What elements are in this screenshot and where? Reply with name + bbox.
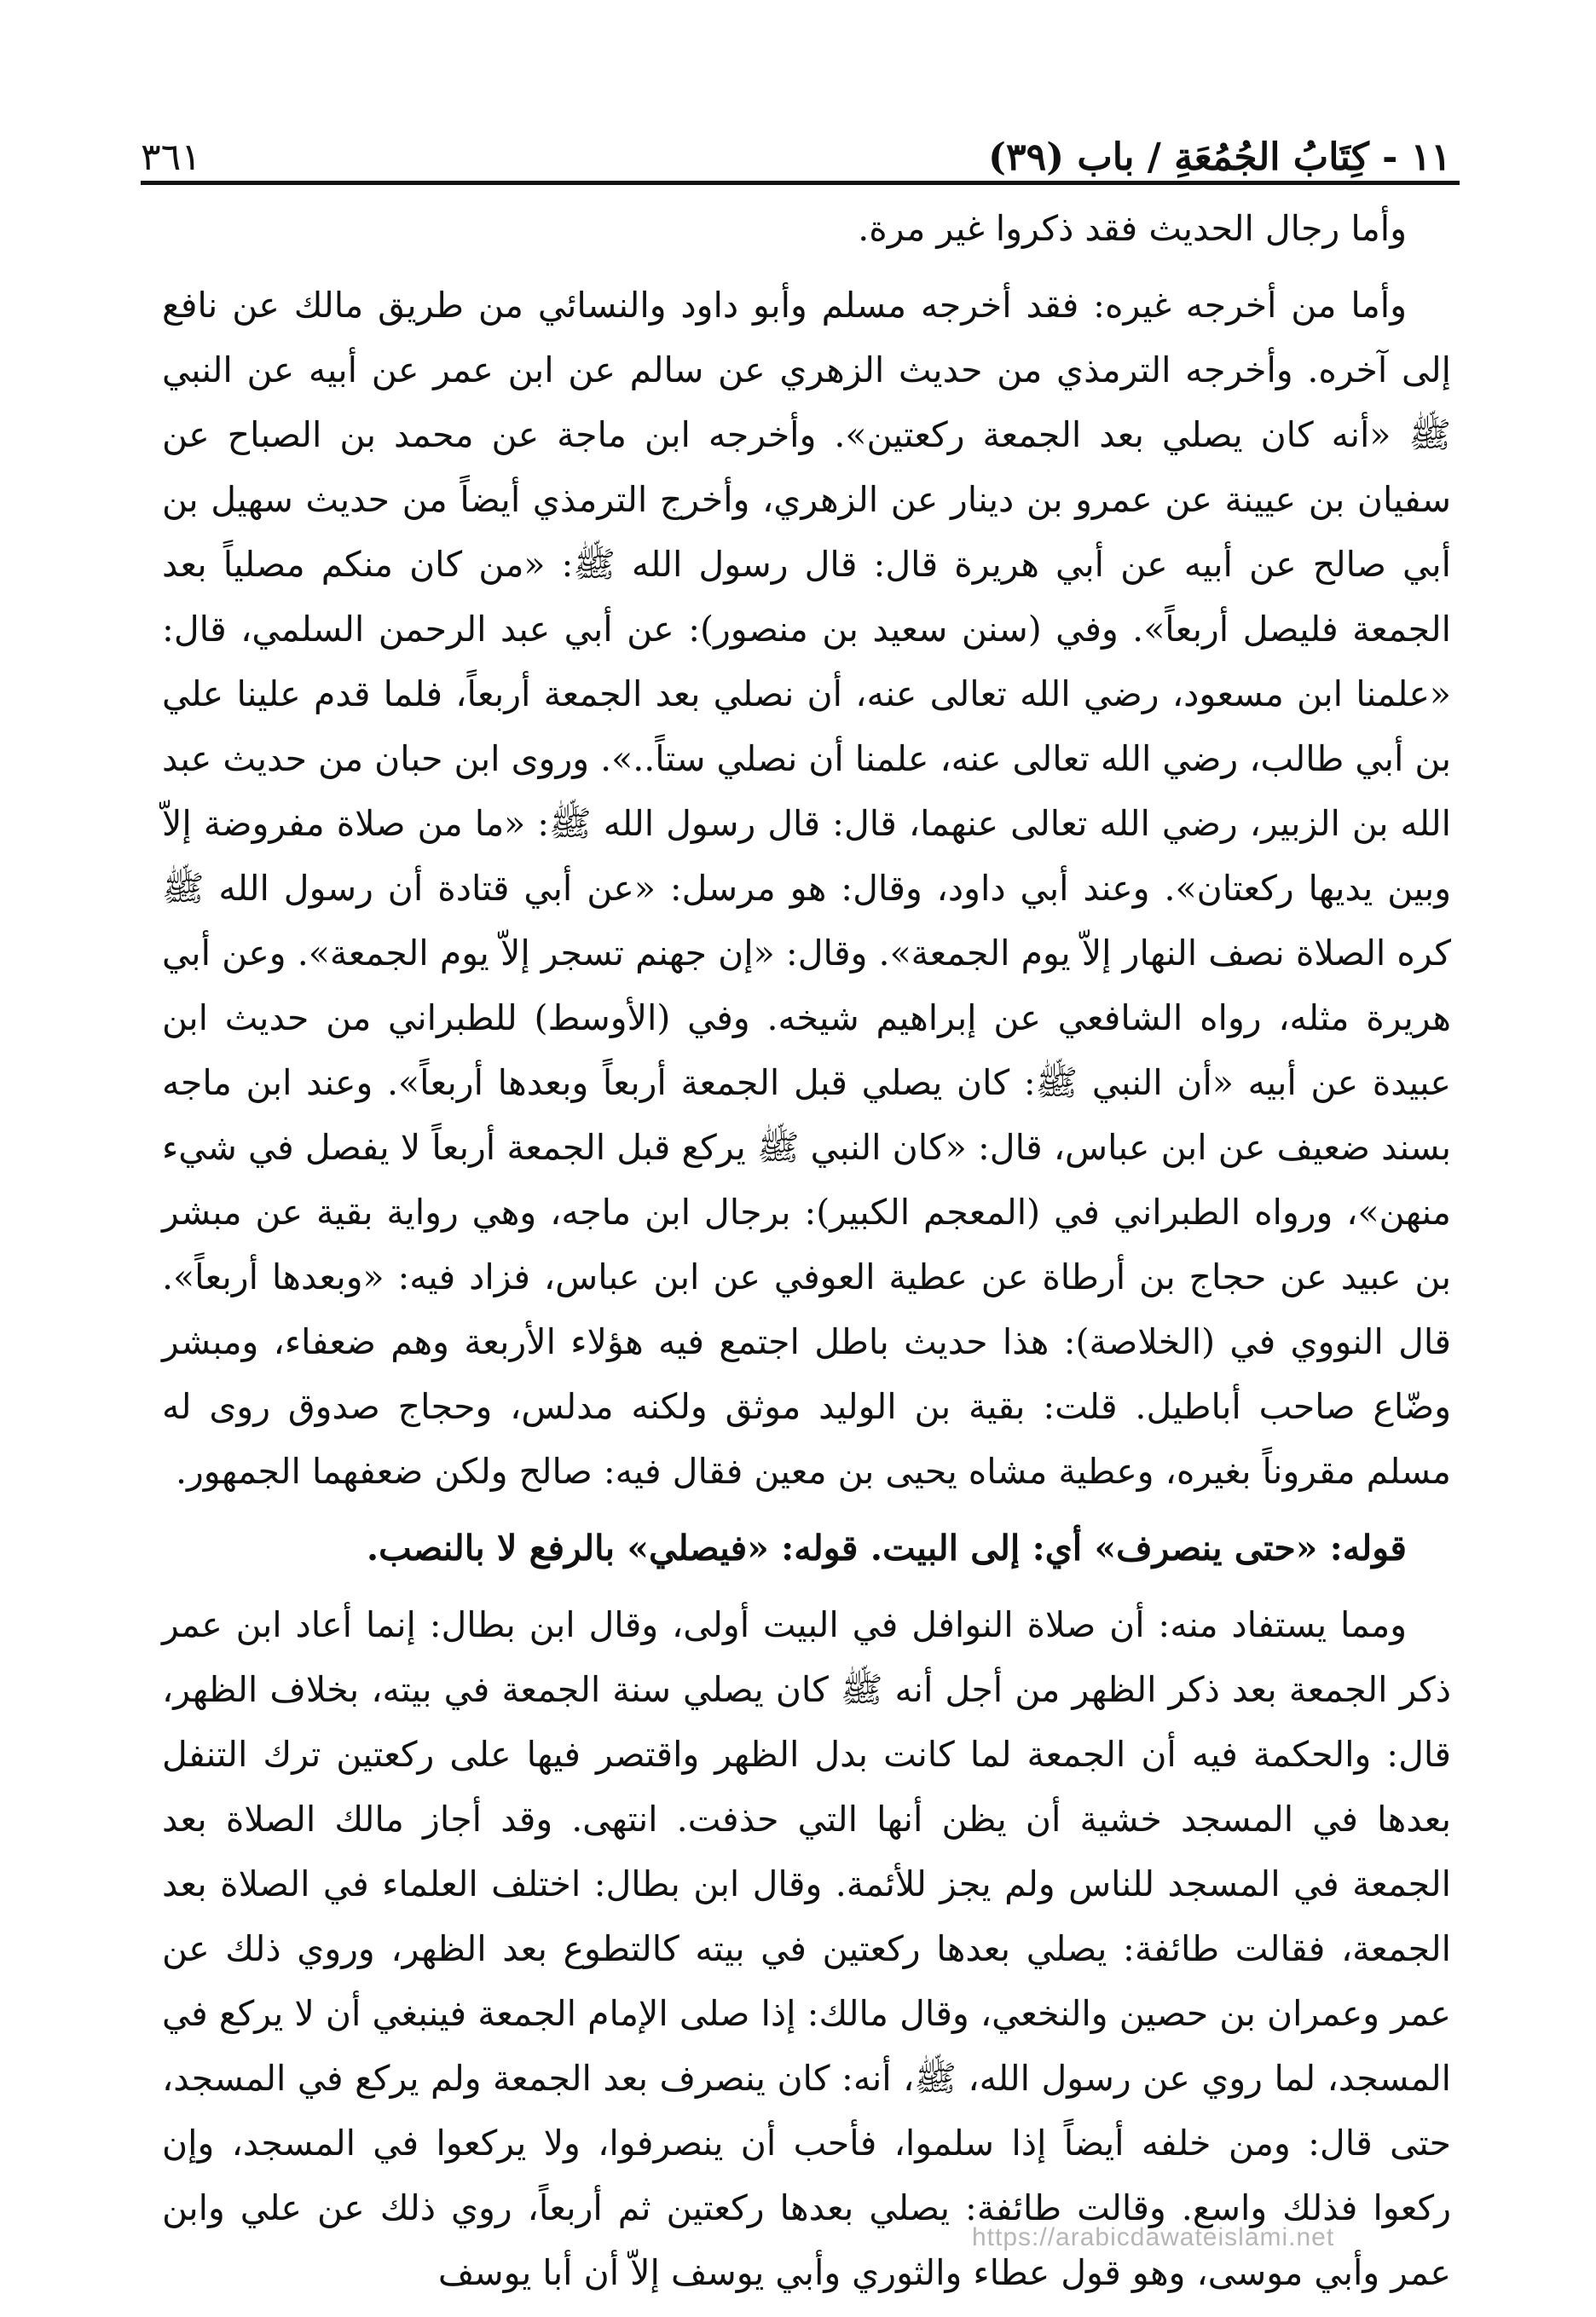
page-number: ٣٦١ [141,136,201,179]
paragraph-4: ومما يستفاد منه: أن صلاة النوافل في البيت أولى، وقال ابن بطال: إنما أعاد ابن عمر ذكر الجمعة بعد ذكر الظهر من أجل أنه ﷺ كان يصلي سنة الجمعة في بيته، بخلاف الظهر، قال: والحكمة فيه أن الجمعة لما كانت بدل الظهر واقتصر فيها على ركعتين ترك التنفل بعدها في المسجد خشية أن يظن أنها التي حذفت. انتهى. وقد أجاز مالك الصلاة بعد الجمعة في المسجد للناس ولم يجز للأئمة. وقال ابن بطال: اختلف العلماء في الصلاة بعد الجمعة، فقالت طائفة: يصلي بعدها ركعتين في بيته كالتطوع بعد الظهر، وروي ذلك عن عمر وعمران بن حصين والنخعي، وقال مالك: إذا صلى الإمام الجمعة فينبغي أن لا يركع في المسجد، لما روي عن رسول الله، ﷺ، أنه: كان ينصرف بعد الجمعة ولم يركع في المسجد، حتى قال: ومن خلفه أيضاً إذا سلموا، فأحب أن ينصرفوا، ولا يركعوا في المسجد، وإن ركعوا فذلك واسع. وقالت طائفة: يصلي بعدها ركعتين ثم أربعاً، روي ذلك عن علي وابن عمر وأبي موسى، وهو قول عطاء والثوري وأبي يوسف إلاّ أن أبا يوسف [162,1604,1451,2293]
running-title: ١١ - كِتَابُ الجُمُعَةِ / باب (٣٩) [988,136,1451,179]
paragraph-2: وأما من أخرجه غيره: فقد أخرجه مسلم وأبو داود والنسائي من طريق مالك عن نافع إلى آخره. وأخرجه الترمذي من حديث الزهري عن سالم عن ابن عمر عن أبيه عن النبي ﷺ «أنه كان يصلي بعد الجمعة ركعتين». وأخرجه ابن ماجة عن محمد بن الصباح عن سفيان بن عيينة عن عمرو بن دينار عن الزهري، وأخرج الترمذي أيضاً من حديث سهيل بن أبي صالح عن أبيه عن أبي هريرة قال: قال رسول الله ﷺ: «من كان منكم مصلياً بعد الجمعة فليصل أربعاً». وفي (سنن سعيد بن منصور): عن أبي عبد الرحمن السلمي، قال: «علمنا ابن مسعود، رضي الله تعالى عنه، أن نصلي بعد الجمعة أربعاً، فلما قدم علينا علي بن أبي طالب، رضي الله تعالى عنه، علمنا أن نصلي ستاً..». وروى ابن حبان من حديث عبد الله بن الزبير، رضي الله تعالى عنهما، قال: قال رسول الله ﷺ: «ما من صلاة مفروضة إلاّ وبين يديها ركعتان». وعند أبي داود، وقال: هو مرسل: «عن أبي قتادة أن رسول الله ﷺ كره الصلاة نصف النهار إلاّ يوم الجمعة». وقال: «إن جهنم تسجر إلاّ يوم الجمعة». وعن أبي هريرة مثله، رواه الشافعي عن إبراهيم شيخه. وفي (الأوسط) للطبراني من حديث ابن عبيدة عن أبيه «أن النبي ﷺ: كان يصلي قبل الجمعة أربعاً وبعدها أربعاً». وعند ابن ماجه بسند ضعيف عن ابن عباس، قال: «كان النبي ﷺ يركع قبل الجمعة أربعاً لا يفصل في شيء منهن»، ورواه الطبراني في (المعجم الكبير): برجال ابن ماجه، وهي رواية بقية عن مبشر بن عبيد عن حجاج بن أرطاة عن عطية العوفي عن ابن عباس، فزاد فيه: «وبعدها أربعاً». قال النووي في (الخلاصة): هذا حديث باطل اجتمع فيه هؤلاء الأربعة وهم ضعفاء، ومبشر وضّاع صاحب أباطيل. قلت: بقية بن الوليد موثق ولكنه مدلس، وحجاج صدوق روى له مسلم مقروناً بغيره، وعطية مشاه يحيى بن معين فقال فيه: صالح ولكن ضعفهما الجمهور. [162,285,1451,1492]
page-header [141,102,1451,179]
header-rule [141,181,1460,185]
paragraph-1: وأما رجال الحديث فقد ذكروا غير مرة. [858,208,1407,249]
body-text [162,196,1451,2317]
paragraph-3: قوله: «حتى ينصرف» أي: إلى البيت. قوله: «فيصلي» بالرفع لا بالنصب. [366,1528,1407,1569]
watermark-url: https://arabicdawateislami.net [972,2223,1335,2251]
